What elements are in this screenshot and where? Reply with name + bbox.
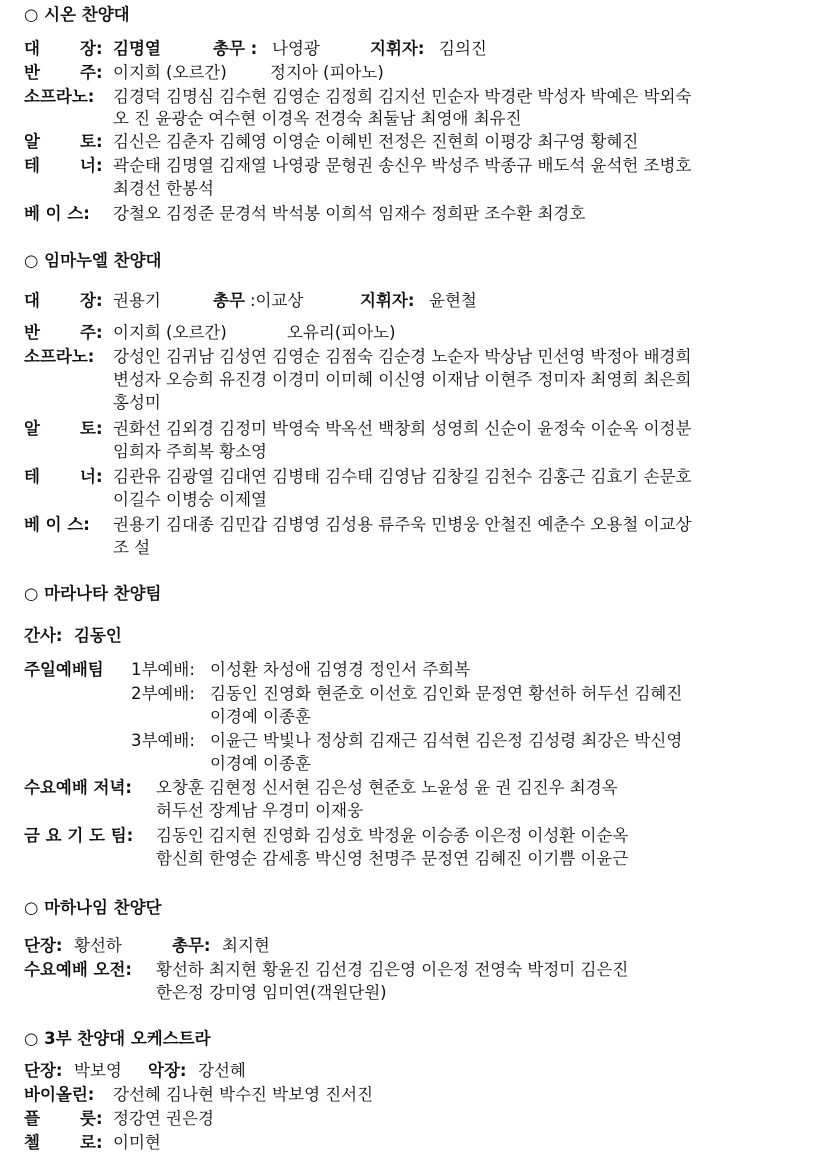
soprano-members-line1: 김경덕 김명심 김수현 김영순 김정희 김지선 민순자 박경란 박성자 박예은 박외숙 (113, 87, 692, 106)
label-accompanist-char1: 반 (24, 63, 40, 82)
label-accompanist-char1: 반 (24, 323, 40, 342)
label-alto-char1: 알 (24, 419, 40, 438)
tenor-members-line2: 최경선 한봉석 (113, 179, 214, 198)
tenor-members-line1: 김관유 김광열 김대연 김병태 김수태 김영남 김창길 김천수 김홍근 김효기 손문호 (113, 467, 692, 486)
label-leader: 단장: (24, 936, 63, 955)
label-sunday-team: 주일예배팀 (24, 660, 104, 679)
label-secretary: 총무 (213, 291, 245, 310)
label-cello-char2: 로: (80, 1133, 103, 1152)
cello-members: 이미현 (113, 1133, 161, 1152)
soprano-members-line2: 변성자 오승희 유진경 이경미 이미혜 이신영 이재남 이현주 정미자 최영희 최은희 (113, 370, 692, 389)
organist: 이지희 (오르간) (113, 63, 227, 82)
section-heading-immanuel-choir: ○ 임마누엘 찬양대 (24, 251, 162, 270)
label-captain-char2: 장: (80, 39, 103, 58)
soprano-members-line1: 강성인 김귀남 김성연 김영순 김점숙 김순경 노순자 박상남 민선영 박정아 배경희 (113, 347, 692, 366)
label-conductor: 지휘자: (360, 291, 415, 310)
section-heading-orchestra: ○ 3부 찬양대 오케스트라 (24, 1029, 211, 1048)
wednesday-morning-members-line2: 한은정 강미영 임미연(객원단원) (156, 983, 387, 1002)
label-soprano: 소프라노: (24, 347, 95, 366)
label-wednesday-morning: 수요예배 오전: (24, 960, 132, 979)
label-leader: 단장: (24, 1061, 63, 1080)
tenor-members-line2: 이길수 이병숭 이제열 (113, 490, 267, 509)
tenor-members-line1: 곽순태 김명열 김재열 나영광 문형권 송신우 박성주 박종규 배도석 윤석헌 조병호 (113, 156, 692, 175)
alto-members-line1: 김신은 김춘자 김혜영 이영순 이혜빈 전정은 진현희 이평강 최구영 황혜진 (113, 132, 639, 151)
label-secretary: 총무: (172, 936, 211, 955)
label-service-2: 2부예배: (131, 684, 195, 703)
service-3-members-line2: 이경예 이종훈 (210, 754, 311, 773)
label-flute-char1: 플 (24, 1109, 40, 1128)
label-tenor-char2: 너: (80, 467, 103, 486)
service-2-members-line1: 김동인 진영화 현준호 이선호 김인화 문정연 황선하 허두선 김혜진 (210, 684, 683, 703)
secretary-name: :이교상 (250, 291, 304, 310)
label-cello-char1: 첼 (24, 1133, 40, 1152)
label-tenor-char2: 너: (80, 156, 103, 175)
service-1-members: 이성환 차성애 김영경 정인서 주희복 (210, 660, 471, 679)
label-soprano: 소프라노: (24, 87, 95, 106)
label-captain-char1: 대 (24, 291, 40, 310)
bass-members-line2: 조 설 (113, 538, 151, 557)
label-concertmaster: 악장: (148, 1061, 187, 1080)
section-heading-mahanaim-team: ○ 마하나임 찬양단 (24, 898, 162, 917)
soprano-members-line3: 홍성미 (113, 393, 161, 412)
section-heading-maranatha-team: ○ 마라나타 찬양팀 (24, 584, 162, 603)
secretary-name: 나영광 (272, 39, 320, 58)
organist: 이지희 (오르간) (113, 323, 227, 342)
label-tenor-char1: 테 (24, 156, 40, 175)
label-alto-char2: 토: (80, 419, 103, 438)
label-flute-char2: 룻: (80, 1109, 103, 1128)
service-3-members-line1: 이윤근 박빛나 정상희 김재근 김석현 김은정 김성령 최강은 박신영 (210, 731, 683, 750)
label-accompanist-char2: 주: (80, 323, 103, 342)
conductor-name: 윤현철 (429, 291, 477, 310)
label-conductor: 지휘자: (370, 39, 425, 58)
label-friday-prayer-team: 금 요 기 도 팀: (24, 826, 134, 845)
pianist: 정지아 (피아노) (270, 63, 384, 82)
label-violin: 바이올린: (24, 1085, 95, 1104)
captain-name: 권용기 (113, 291, 161, 310)
label-service-3: 3부예배: (131, 731, 195, 750)
label-captain-char2: 장: (80, 291, 103, 310)
pianist: 오유리(피아노) (287, 323, 396, 342)
label-accompanist-char2: 주: (80, 63, 103, 82)
bass-members-line1: 권용기 김대종 김민갑 김병영 김성용 류주욱 민병웅 안철진 예춘수 오용철 이교상 (113, 515, 692, 534)
leader-name: 박보영 (74, 1061, 122, 1080)
soprano-members-line2: 오 진 윤광순 여수현 이경옥 전경숙 최둘남 최영애 최유진 (113, 109, 522, 128)
alto-members-line1: 권화선 김외경 김정미 박영숙 박옥선 백창희 성영희 신순이 윤정숙 이순옥 이정분 (113, 419, 692, 438)
violin-members: 강선혜 김나현 박수진 박보영 진서진 (113, 1085, 374, 1104)
friday-prayer-members-line2: 함신희 한영순 감세흥 박신영 천명주 문정연 김혜진 이기쁨 이윤근 (156, 849, 629, 868)
section-heading-sion-choir: ○ 시온 찬양대 (24, 5, 130, 24)
flute-members: 정강연 권은경 (113, 1109, 214, 1128)
label-tenor-char1: 테 (24, 467, 40, 486)
label-captain-char1: 대 (24, 39, 40, 58)
label-alto-char2: 토: (80, 132, 103, 151)
label-wednesday-evening: 수요예배 저녁: (24, 778, 132, 797)
leader-name: 황선하 (74, 936, 122, 955)
label-bass: 베 이 스: (24, 515, 90, 534)
label-alto-char1: 알 (24, 132, 40, 151)
conductor-name: 김의진 (439, 39, 487, 58)
wednesday-evening-members-line1: 오창훈 김현정 신서현 김은성 현준호 노윤성 윤 권 김진우 최경옥 (156, 778, 618, 797)
label-bass: 베 이 스: (24, 204, 90, 223)
alto-members-line2: 임희자 주희복 황소영 (113, 442, 267, 461)
secretary-name: 최지현 (222, 936, 270, 955)
captain-name: 김명열 (113, 39, 161, 58)
wednesday-evening-members-line2: 허두선 장계남 우경미 이재웅 (156, 801, 364, 820)
label-service-1: 1부예배: (131, 660, 195, 679)
friday-prayer-members-line1: 김동인 김지현 진영화 김성호 박정윤 이승종 이은정 이성환 이순옥 (156, 826, 629, 845)
label-manager: 간사: (24, 626, 63, 645)
label-secretary: 총무 : (213, 39, 258, 58)
bass-members-line1: 강철오 김정준 문경석 박석봉 이희석 임재수 정희판 조수환 최경호 (113, 204, 586, 223)
wednesday-morning-members-line1: 황선하 최지현 황윤진 김선경 김은영 이은정 전영숙 박정미 김은진 (156, 960, 629, 979)
service-2-members-line2: 이경예 이종훈 (210, 707, 311, 726)
concertmaster-name: 강선혜 (198, 1061, 246, 1080)
manager-name: 김동인 (74, 626, 122, 645)
